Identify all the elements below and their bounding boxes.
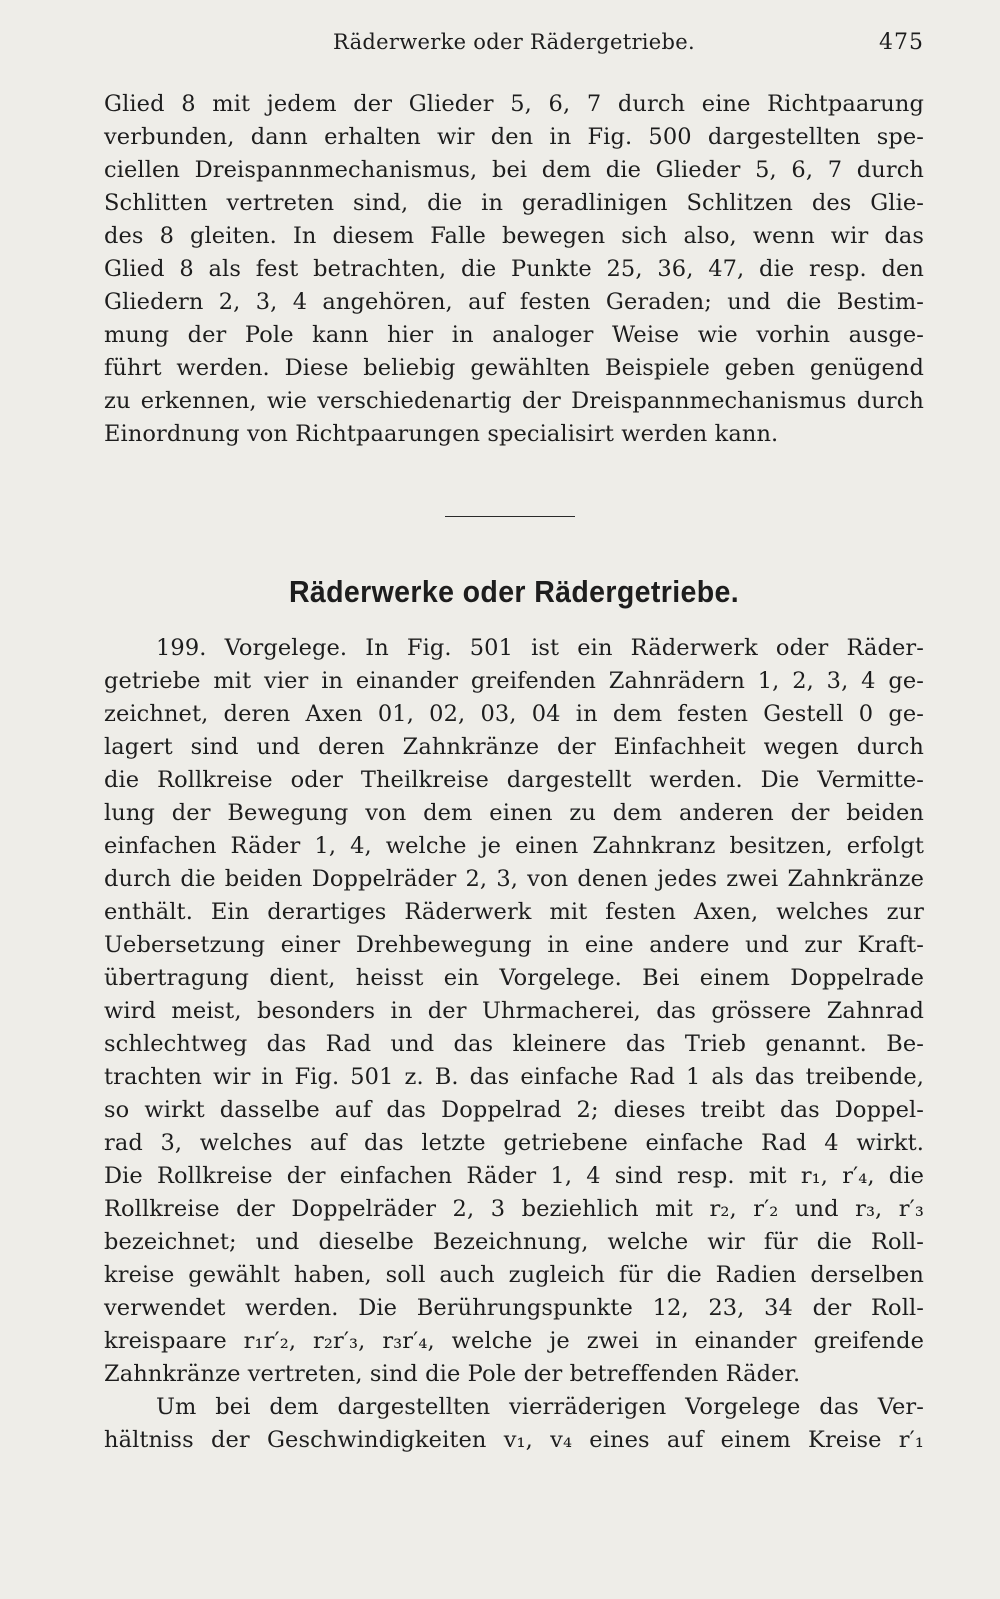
text-line: Einordnung von Richtpaarungen specialisirt werden kann. (104, 421, 779, 447)
text-line: Um bei dem dargestellten vierräderigen Vorgelege das Ver- (156, 1394, 924, 1420)
text-line: 199. Vorgelege. In Fig. 501 ist ein Räderwerk oder Räder- (156, 635, 924, 661)
text-line: durch die beiden Doppelräder 2, 3, von denen jedes zwei Zahnkränze (104, 866, 924, 892)
page-number: 475 (879, 30, 924, 55)
text-line: Rollkreise der Doppelräder 2, 3 beziehlich mit r₂, r′₂ und r₃, r′₃ (104, 1196, 924, 1222)
text-line: mung der Pole kann hier in analoger Weise wie vorhin ausge- (104, 322, 924, 348)
text-line: wird meist, besonders in der Uhrmacherei, das grössere Zahnrad (104, 998, 924, 1024)
text-line: des 8 gleiten. In diesem Falle bewegen sich also, wenn wir das (104, 223, 924, 249)
text-line: übertragung dient, heisst ein Vorgelege. Bei einem Doppelrade (104, 965, 924, 991)
paragraph-2 (104, 632, 924, 1457)
text-line: bezeichnet; und dieselbe Bezeichnung, welche wir für die Roll- (104, 1229, 924, 1255)
section-divider (445, 516, 575, 517)
text-line: Zahnkränze vertreten, sind die Pole der betreffenden Räder. (104, 1361, 801, 1387)
text-line: Die Rollkreise der einfachen Räder 1, 4 sind resp. mit r₁, r′₄, die (104, 1163, 924, 1189)
text-line: kreise gewählt haben, soll auch zugleich für die Radien derselben (104, 1262, 924, 1288)
text-line: führt werden. Diese beliebig gewählten Beispiele geben genügend (104, 355, 924, 381)
text-line: enthält. Ein derartiges Räderwerk mit festen Axen, welches zur (104, 899, 924, 925)
text-line: Uebersetzung einer Drehbewegung in eine andere und zur Kraft- (104, 932, 924, 958)
text-line: schlechtweg das Rad und das kleinere das Trieb genannt. Be- (104, 1031, 924, 1057)
section-heading: Räderwerke oder Rädergetriebe. (288, 574, 740, 609)
text-line: die Rollkreise oder Theilkreise dargestellt werden. Die Vermitte- (104, 767, 924, 793)
text-line: ciellen Dreispannmechanismus, bei dem die Glieder 5, 6, 7 durch (104, 157, 924, 183)
text-line: Glied 8 als fest betrachten, die Punkte 25, 36, 47, die resp. den (104, 256, 924, 282)
text-line: trachten wir in Fig. 501 z. B. das einfache Rad 1 als das treibende, (104, 1064, 924, 1090)
text-line: zeichnet, deren Axen 01, 02, 03, 04 in dem festen Gestell 0 ge- (104, 701, 924, 727)
text-line: getriebe mit vier in einander greifenden Zahnrädern 1, 2, 3, 4 ge- (104, 668, 924, 694)
text-line: Gliedern 2, 3, 4 angehören, auf festen Geraden; und die Bestim- (104, 289, 924, 315)
text-line: lung der Bewegung von dem einen zu dem anderen der beiden (104, 800, 924, 826)
text-line: Schlitten vertreten sind, die in geradlinigen Schlitzen des Glie- (104, 190, 924, 216)
text-line: verbunden, dann erhalten wir den in Fig. 500 dargestellten spe- (104, 124, 924, 150)
paragraph-1 (104, 88, 924, 451)
text-line: hältniss der Geschwindigkeiten v₁, v₄ eines auf einem Kreise r′₁ (104, 1427, 924, 1453)
text-line: lagert sind und deren Zahnkränze der Einfachheit wegen durch (104, 734, 924, 760)
text-line: Glied 8 mit jedem der Glieder 5, 6, 7 durch eine Richtpaarung (104, 91, 924, 117)
text-line: einfachen Räder 1, 4, welche je einen Zahnkranz besitzen, erfolgt (104, 833, 924, 859)
text-line: rad 3, welches auf das letzte getriebene einfache Rad 4 wirkt. (104, 1130, 924, 1156)
running-head (104, 30, 924, 64)
text-line: so wirkt dasselbe auf das Doppelrad 2; dieses treibt das Doppel- (104, 1097, 924, 1123)
text-line: verwendet werden. Die Berührungspunkte 12, 23, 34 der Roll- (104, 1295, 924, 1321)
running-title: Räderwerke oder Rädergetriebe. (333, 30, 695, 54)
text-line: zu erkennen, wie verschiedenartig der Dreispannmechanismus durch (104, 388, 924, 414)
text-line: kreispaare r₁r′₂, r₂r′₃, r₃r′₄, welche je zwei in einander greifende (104, 1328, 924, 1354)
